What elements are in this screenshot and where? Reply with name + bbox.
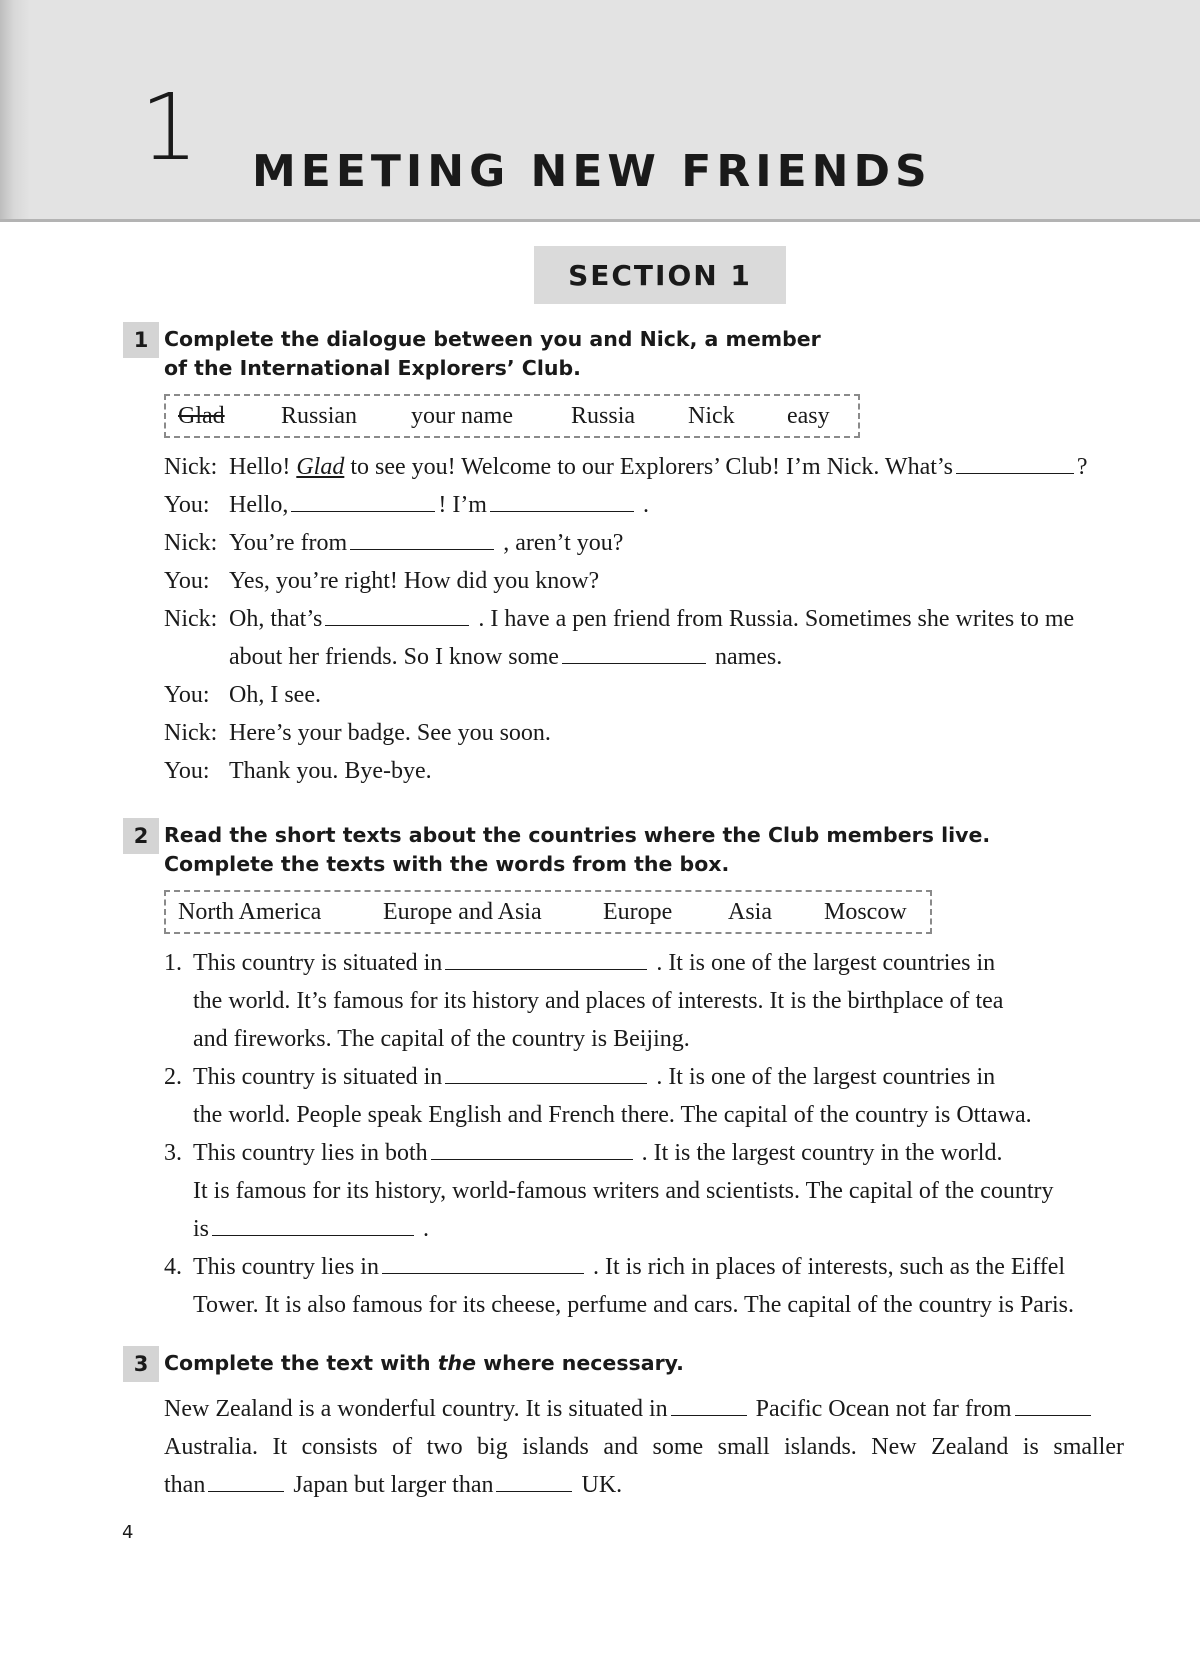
dialogue-line: about her friends. So I know some names.	[229, 644, 783, 670]
exercise-2-instruction: Read the short texts about the countries where the Club members live. Complete the texts with the words from the box.	[164, 823, 991, 876]
word-box-item: Nick	[688, 402, 735, 429]
answer-blank[interactable]	[325, 605, 469, 626]
answer-blank[interactable]	[382, 1253, 584, 1274]
word-box-item: North America	[178, 898, 322, 925]
text-line: New Zealand is a wonderful country. It is situated in Pacific Ocean not far from	[164, 1394, 1124, 1424]
answer-blank[interactable]	[496, 1471, 572, 1492]
answer-blank[interactable]	[1015, 1395, 1091, 1416]
speaker-label: You:	[164, 758, 210, 784]
item-number: 4.	[164, 1254, 182, 1280]
exercise-number-2: 2	[123, 818, 159, 854]
item-number: 2.	[164, 1064, 182, 1090]
item-number: 3.	[164, 1140, 182, 1166]
answer-blank[interactable]	[291, 491, 435, 512]
word-box-item: easy	[787, 402, 830, 429]
answer-blank[interactable]	[671, 1395, 747, 1416]
answer-blank[interactable]	[445, 1063, 647, 1084]
speaker-label: You:	[164, 682, 210, 708]
exercise-number-1: 1	[123, 322, 159, 358]
word-box-item: your name	[411, 402, 513, 429]
exercise-3-instruction: Complete the text with the where necessary.	[164, 1351, 684, 1375]
item-line: is .	[193, 1216, 430, 1242]
speaker-label: You:	[164, 492, 210, 518]
dialogue-line: Thank you. Bye-bye.	[229, 758, 432, 784]
dialogue-line: Here’s your badge. See you soon.	[229, 720, 551, 746]
item-line: This country is situated in . It is one of the largest countries in	[193, 950, 996, 976]
answer-blank[interactable]	[956, 453, 1074, 474]
speaker-label: Nick:	[164, 606, 218, 632]
item-line: This country is situated in . It is one of the largest countries in	[193, 1064, 996, 1090]
exercise-number-3: 3	[123, 1346, 159, 1382]
section-heading: SECTION 1	[534, 246, 786, 304]
dialogue-line: Oh, I see.	[229, 682, 321, 708]
text-line: than Japan but larger than UK.	[164, 1472, 623, 1498]
word-box-item: Europe	[603, 898, 673, 925]
dialogue-line: Hello, ! I’m .	[229, 492, 649, 518]
item-line: This country lies in both . It is the largest country in the world.	[193, 1140, 1003, 1166]
dialogue-line: Yes, you’re right! How did you know?	[229, 568, 600, 594]
speaker-label: You:	[164, 568, 210, 594]
answer-blank[interactable]	[445, 949, 647, 970]
dialogue-line: You’re from , aren’t you?	[229, 530, 624, 556]
speaker-label: Nick:	[164, 720, 218, 746]
item-line: Tower. It is also famous for its cheese, perfume and cars. The capital of the country is Paris.	[193, 1292, 1074, 1318]
example-answer: Glad	[296, 454, 345, 480]
speaker-label: Nick:	[164, 454, 218, 480]
page-number: 4	[122, 1522, 134, 1543]
item-line: the world. People speak English and French there. The capital of the country is Ottawa.	[193, 1102, 1032, 1128]
unit-number: 1	[140, 74, 199, 181]
item-line: This country lies in . It is rich in places of interests, such as the Eiffel	[193, 1254, 1066, 1280]
unit-title: MEETING NEW FRIENDS	[252, 146, 932, 197]
word-box-item: Glad	[178, 402, 225, 429]
word-box-2	[164, 890, 932, 934]
answer-blank[interactable]	[212, 1215, 414, 1236]
word-box-item: Europe and Asia	[383, 898, 542, 925]
word-box-item: Moscow	[824, 898, 907, 925]
answer-blank[interactable]	[431, 1139, 633, 1160]
item-line: the world. It’s famous for its history and places of interests. It is the birthplace of tea	[193, 988, 1004, 1014]
exercise-1-instruction: Complete the dialogue between you and Nick, a member of the International Explorers’ Club.	[164, 327, 821, 380]
speaker-label: Nick:	[164, 530, 218, 556]
answer-blank[interactable]	[208, 1471, 284, 1492]
item-line: It is famous for its history, world-famous writers and scientists. The capital of the country	[193, 1178, 1054, 1204]
word-box-1	[164, 394, 860, 438]
item-number: 1.	[164, 950, 182, 976]
answer-blank[interactable]	[562, 643, 706, 664]
dialogue-line: Hello! Glad to see you! Welcome to our Explorers’ Club! I’m Nick. What’s ?	[229, 454, 1088, 480]
word-box-item: Asia	[728, 898, 772, 925]
word-box-item: Russia	[571, 402, 636, 429]
item-line: and fireworks. The capital of the country is Beijing.	[193, 1026, 690, 1052]
dialogue-line: Oh, that’s . I have a pen friend from Russia. Sometimes she writes to me	[229, 606, 1075, 632]
answer-blank[interactable]	[490, 491, 634, 512]
word-box-item: Russian	[281, 402, 358, 429]
emphasized-word: the	[437, 1351, 477, 1375]
text-line: Australia. It consists of two big islands and some small islands. New Zealand is smaller	[164, 1434, 1124, 1460]
answer-blank[interactable]	[350, 529, 494, 550]
